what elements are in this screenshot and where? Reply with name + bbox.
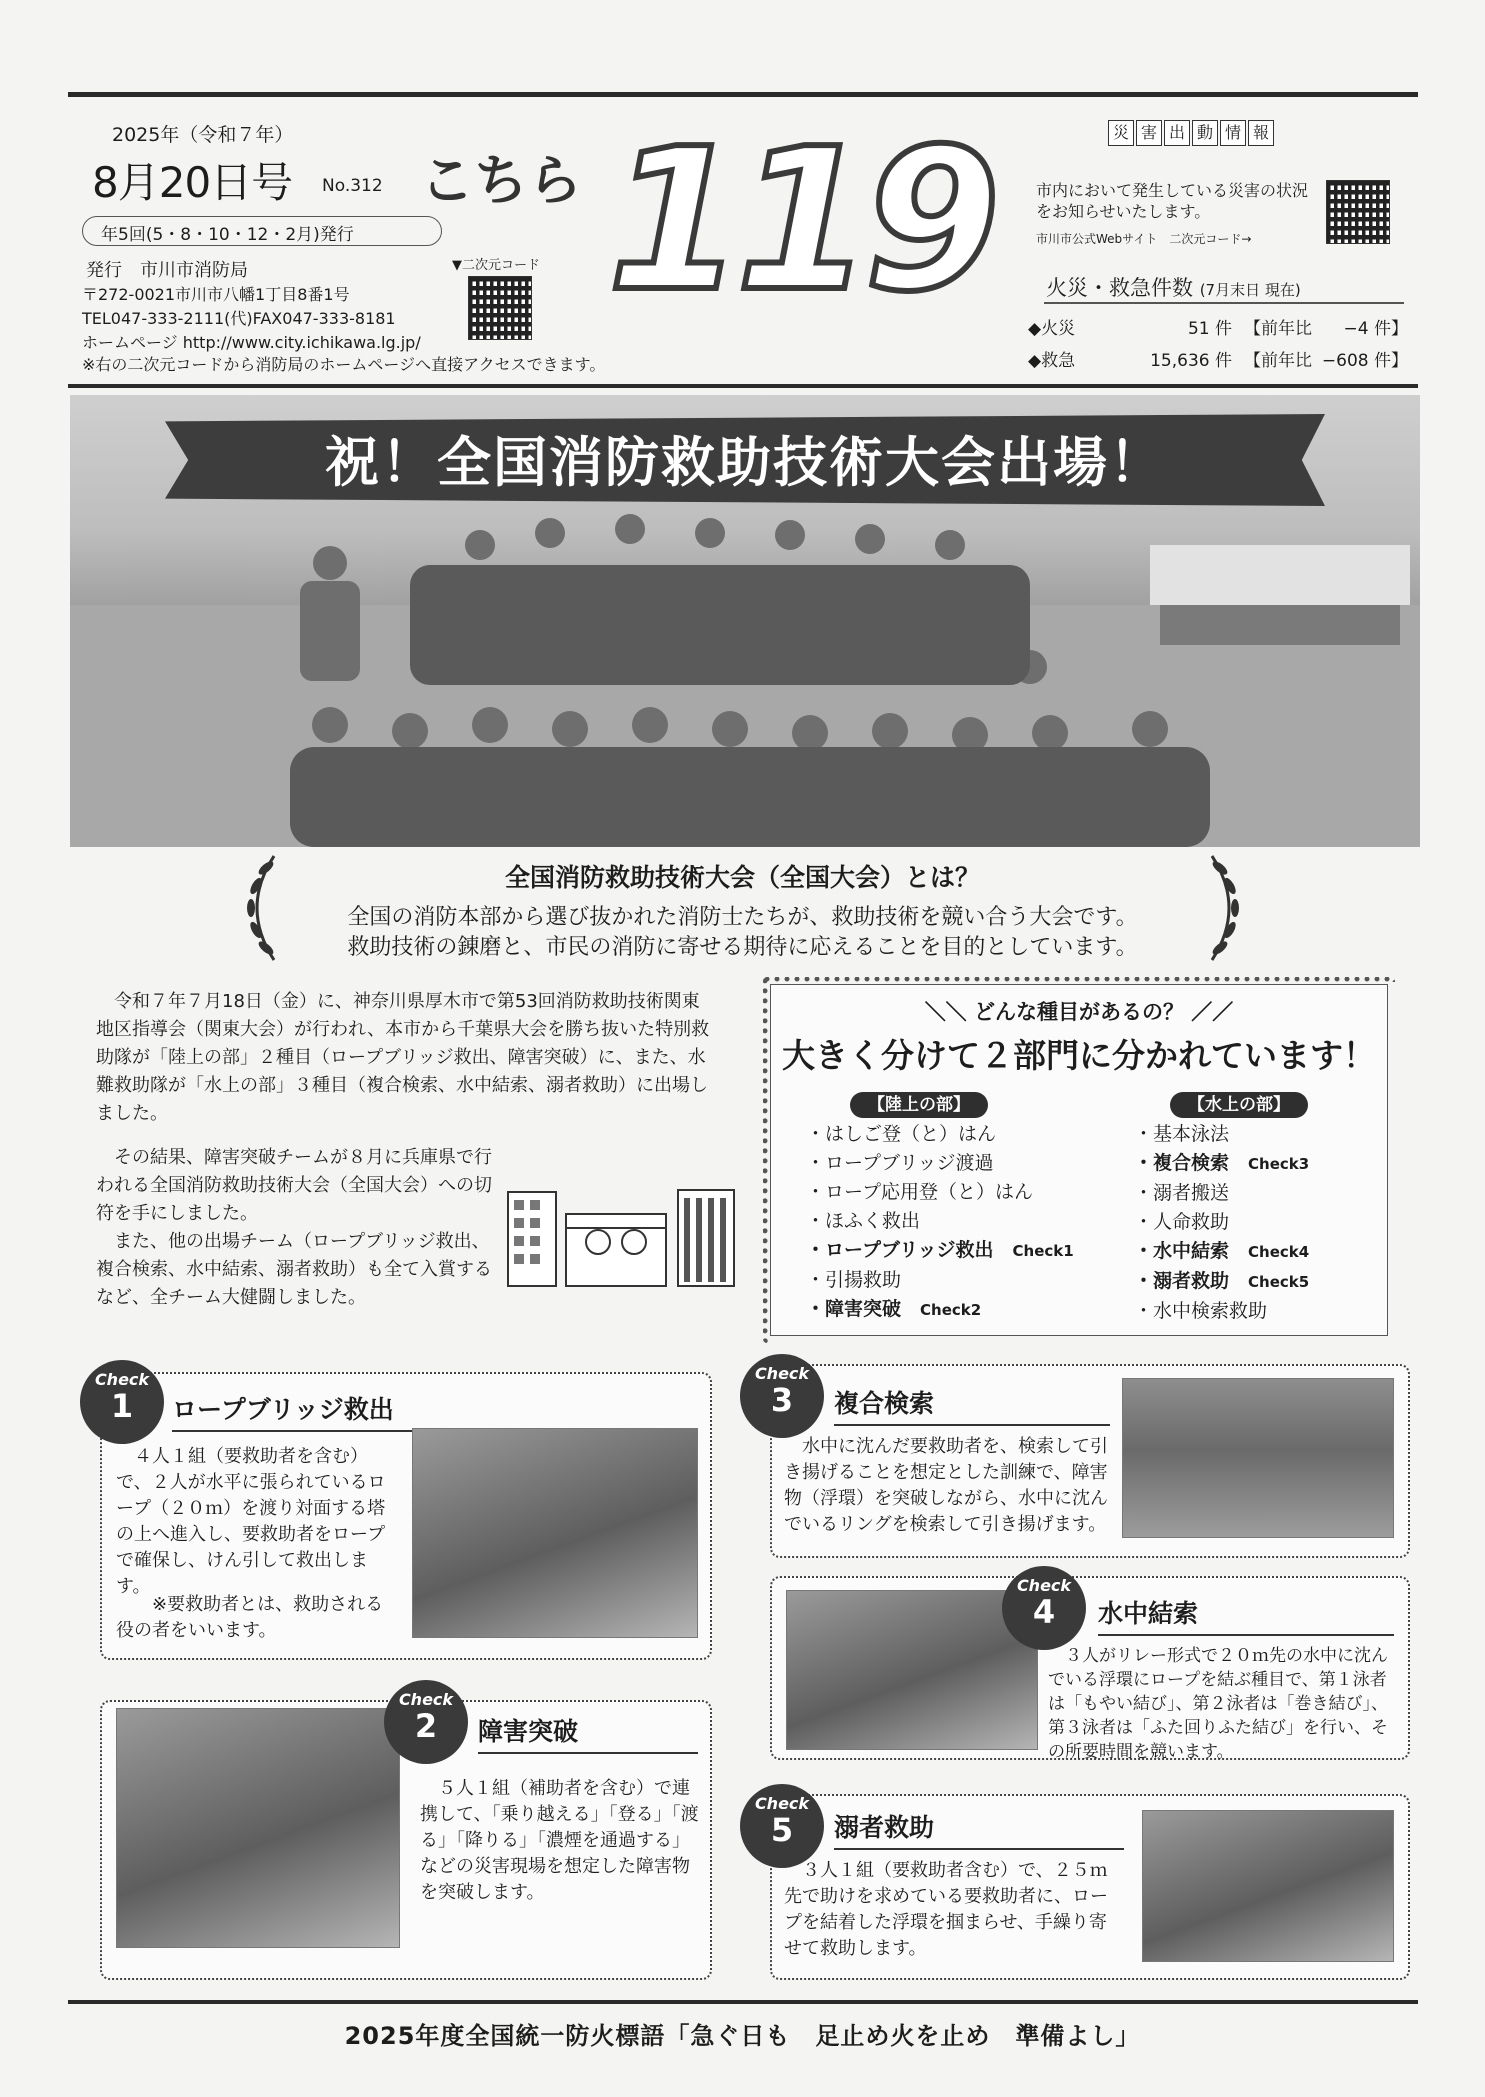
check-badge-2 [384,1680,468,1764]
list-item [1134,1179,1374,1208]
stats-divider [1044,302,1404,304]
info-char: 動 [1192,120,1218,146]
drowning-rescue-photo [1142,1810,1394,1962]
event-name: ・溺者搬送 [1134,1182,1230,1204]
header-bottom-rule [68,384,1418,388]
stats-title-text: 火災・救急件数 [1046,276,1193,300]
stats-title [1046,272,1301,302]
check-number: 3 [770,1381,794,1419]
event-name: ・ロープ応用登（と）はん [806,1181,1034,1203]
check-word: Check [398,1690,454,1709]
qr-label: ▼二次元コード [452,258,540,273]
category-subtitle: ＼＼ どんな種目があるの？ ／／ [924,1000,1234,1024]
footer-rule [68,2000,1418,2004]
intro-paragraph-1: 令和７年７月18日（金）に、神奈川県厚木市で第53回消防救助技術関東地区指導会（関東大会）が行われ、本市から千葉県大会を勝ち抜いた特別救助隊が「陸上の部」２種目（ロープブリッジ救出、障害突破）に、また、水難救助隊が「水上の部」３種目（複合検索、水中結索、溺者救助）に出場しました。 [96,991,710,1124]
check-text-5: ３人１組（要救助者含む）で、２５ｍ先で助けを求めている要救助者に、ロープを結着した浮環を掴まらせ、手繰り寄せて救助します。 [784,1860,1108,1959]
rope-bridge-rescue-photo [412,1428,698,1638]
check-note-1: ※要救助者とは、救助される役の者をいいます。 [116,1594,384,1641]
check-title-3: 複合検索 [834,1384,1110,1426]
stat-compare: 【前年比 [1244,319,1312,339]
intro-paragraph-2: その結果、障害突破チームが８月に兵庫県で行われる全国消防救助技術大会（全国大会）への切符を手にしました。 [96,1147,492,1224]
water-pill: 【水上の部】 [1170,1092,1308,1118]
stat-count: 15,636 件 [1150,351,1232,371]
event-name: ・はしご登（と）はん [806,1123,997,1145]
event-name: ・ロープブリッジ救出 [806,1239,994,1261]
address: 〒272-0021市川市八幡1丁目8番1号 [82,285,350,304]
fire-prevention-slogan: 2025年度全国統一防火標語「急ぐ日も 足止め火を止め 準備よし」 [344,2022,1141,2050]
underwater-knot-photo [786,1590,1038,1750]
list-item [1134,1120,1374,1149]
list-item [1134,1149,1374,1179]
check-text-4: ３人がリレー形式で２０ｍ先の水中に沈んでいる浮環にロープを結ぶ種目で、第１泳者は「もやい結び」、第２泳者は「巻き結び」、第３泳者は「ふた回りふた結び」を行い、その所要時間を競います。 [1048,1646,1388,1762]
list-item [806,1178,1126,1207]
obstacle-breakthrough-photo [116,1708,400,1948]
list-item [806,1295,1126,1325]
check-badge-4 [1002,1566,1086,1650]
check-tag: Check4 [1248,1243,1310,1261]
list-item [806,1120,1126,1149]
publisher: 発行 市川市消防局 [86,260,248,281]
check-word: Check [754,1364,810,1383]
land-division-label [850,1090,988,1115]
info-char: 情 [1220,120,1246,146]
event-name: ・複合検索 [1134,1152,1230,1174]
check-badge-3 [740,1354,824,1438]
stat-label: ◆救急 [1028,351,1076,371]
check-badge-5 [740,1784,824,1868]
qr-note: ※右の二次元コードから消防局のホームページへ直接アクセスできます。 [82,355,606,374]
what-is-line-1: 全国の消防本部から選び抜かれた消防士たちが、救助技術を競い合う大会です。 [347,905,1138,930]
check-number: 4 [1032,1593,1056,1631]
check-number: 2 [414,1707,438,1745]
info-char: 災 [1108,120,1134,146]
event-name: ・溺者救助 [1134,1270,1230,1292]
celebration-banner-text: 祝！全国消防救助技術大会出場！ [325,431,1165,494]
list-item [1134,1208,1374,1237]
check-tag: Check3 [1248,1155,1310,1173]
event-name: ・障害突破 [806,1298,902,1320]
check-title-1: ロープブリッジ救出 [172,1390,452,1432]
stat-compare: 【前年比 [1244,351,1312,371]
city-skyline-illustration [506,1188,738,1288]
top-rule [68,92,1418,97]
list-item [1134,1237,1374,1267]
list-item [806,1236,1126,1266]
category-subtitle-text: どんな種目があるの？ [974,1000,1184,1024]
stat-row-ambulance [1028,346,1408,371]
land-event-list [806,1120,1126,1325]
info-char: 害 [1136,120,1162,146]
check-tag: Check1 [1012,1242,1074,1260]
disaster-info-qr-code[interactable] [1326,180,1390,244]
list-item [806,1207,1126,1236]
stat-count: 51 件 [1187,319,1232,339]
check-text-3: 水中に沈んだ要救助者を、検索して引き揚げることを想定とした訓練で、障害物（浮環）を突破しながら、水中に沈んでいるリングを検索して引き揚げます。 [784,1436,1108,1535]
newsletter-name-prefix: こちら [420,149,582,212]
logo-119-text: 119 [607,122,993,310]
info-char: 出 [1164,120,1190,146]
check-word: Check [1016,1576,1072,1595]
list-item [806,1149,1126,1178]
homepage-url[interactable]: ホームページ http://www.city.ichikawa.lg.jp/ [82,333,421,352]
event-name: ・引揚救助 [806,1269,902,1291]
check-badge-1 [80,1360,164,1444]
info-char: 報 [1248,120,1274,146]
event-name: ・ロープブリッジ渡過 [806,1152,994,1174]
issue-year: 2025年（令和７年） [112,124,294,146]
event-name: ・基本泳法 [1134,1123,1230,1145]
check-text-2: ５人１組（補助者を含む）で連携して、「乗り越える」「登る」「渡る」「降りる」「濃煙を通過する」などの災害現場を想定した障害物を突破します。 [420,1778,699,1903]
check-number: 1 [110,1387,134,1425]
issue-number: No.312 [322,176,383,196]
complex-search-photo [1122,1378,1394,1538]
disaster-info-title [1108,120,1276,146]
check-number: 5 [770,1811,794,1849]
water-division-label [1170,1090,1308,1115]
phone-fax: TEL047-333-2111(代)FAX047-333-8181 [82,309,396,328]
stats-date-note: (7月末日 現在) [1199,281,1301,299]
event-name: ・水中検索救助 [1134,1300,1268,1322]
disaster-info-web-note: 市川市公式Webサイト 二次元コード→ [1036,232,1252,246]
logo-119 [600,122,1000,310]
list-item [1134,1297,1374,1326]
what-is-title: 全国消防救助技術大会（全国大会）とは？ [504,863,980,892]
check-title-2: 障害突破 [478,1712,698,1754]
event-name: ・ほふく救出 [806,1210,921,1232]
category-main-title: 大きく分けて２部門に分かれています！ [782,1036,1376,1075]
issue-date: 8月20日号 [92,158,293,207]
stat-row-fire [1028,314,1408,339]
check-title-5: 溺者救助 [834,1808,1124,1850]
land-pill: 【陸上の部】 [850,1092,988,1118]
stat-diff: −608 件】 [1321,351,1408,371]
intro-paragraph-3: また、他の出場チーム（ロープブリッジ救出、複合検索、水中結索、溺者救助）も全て入賞するなど、全チーム大健闘しました。 [96,1231,492,1308]
event-name: ・人命救助 [1134,1211,1230,1233]
disaster-info-description: 市内において発生している災害の状況をお知らせいたします。 [1036,181,1309,221]
event-name: ・水中結索 [1134,1240,1230,1262]
publish-frequency: 年5回(5・8・10・12・2月)発行 [82,216,442,246]
what-is-line-2: 救助技術の錬磨と、市民の消防に寄せる期待に応えることを目的としています。 [347,935,1138,960]
check-tag: Check5 [1248,1273,1310,1291]
water-event-list [1134,1120,1374,1326]
homepage-qr-code[interactable] [468,276,532,340]
check-tag: Check2 [920,1301,982,1319]
list-item [1134,1267,1374,1297]
list-item [806,1266,1126,1295]
stat-diff: −4 件】 [1343,319,1408,339]
check-title-4: 水中結索 [1098,1594,1394,1636]
check-word: Check [754,1794,810,1813]
stat-label: ◆火災 [1028,319,1076,339]
check-text-1: ４人１組（要救助者を含む）で、２人が水平に張られているロープ（２０ｍ）を渡り対面する塔の上へ進入し、要救助者をロープで確保し、けん引して救出します。 [116,1446,386,1597]
check-word: Check [94,1370,150,1389]
